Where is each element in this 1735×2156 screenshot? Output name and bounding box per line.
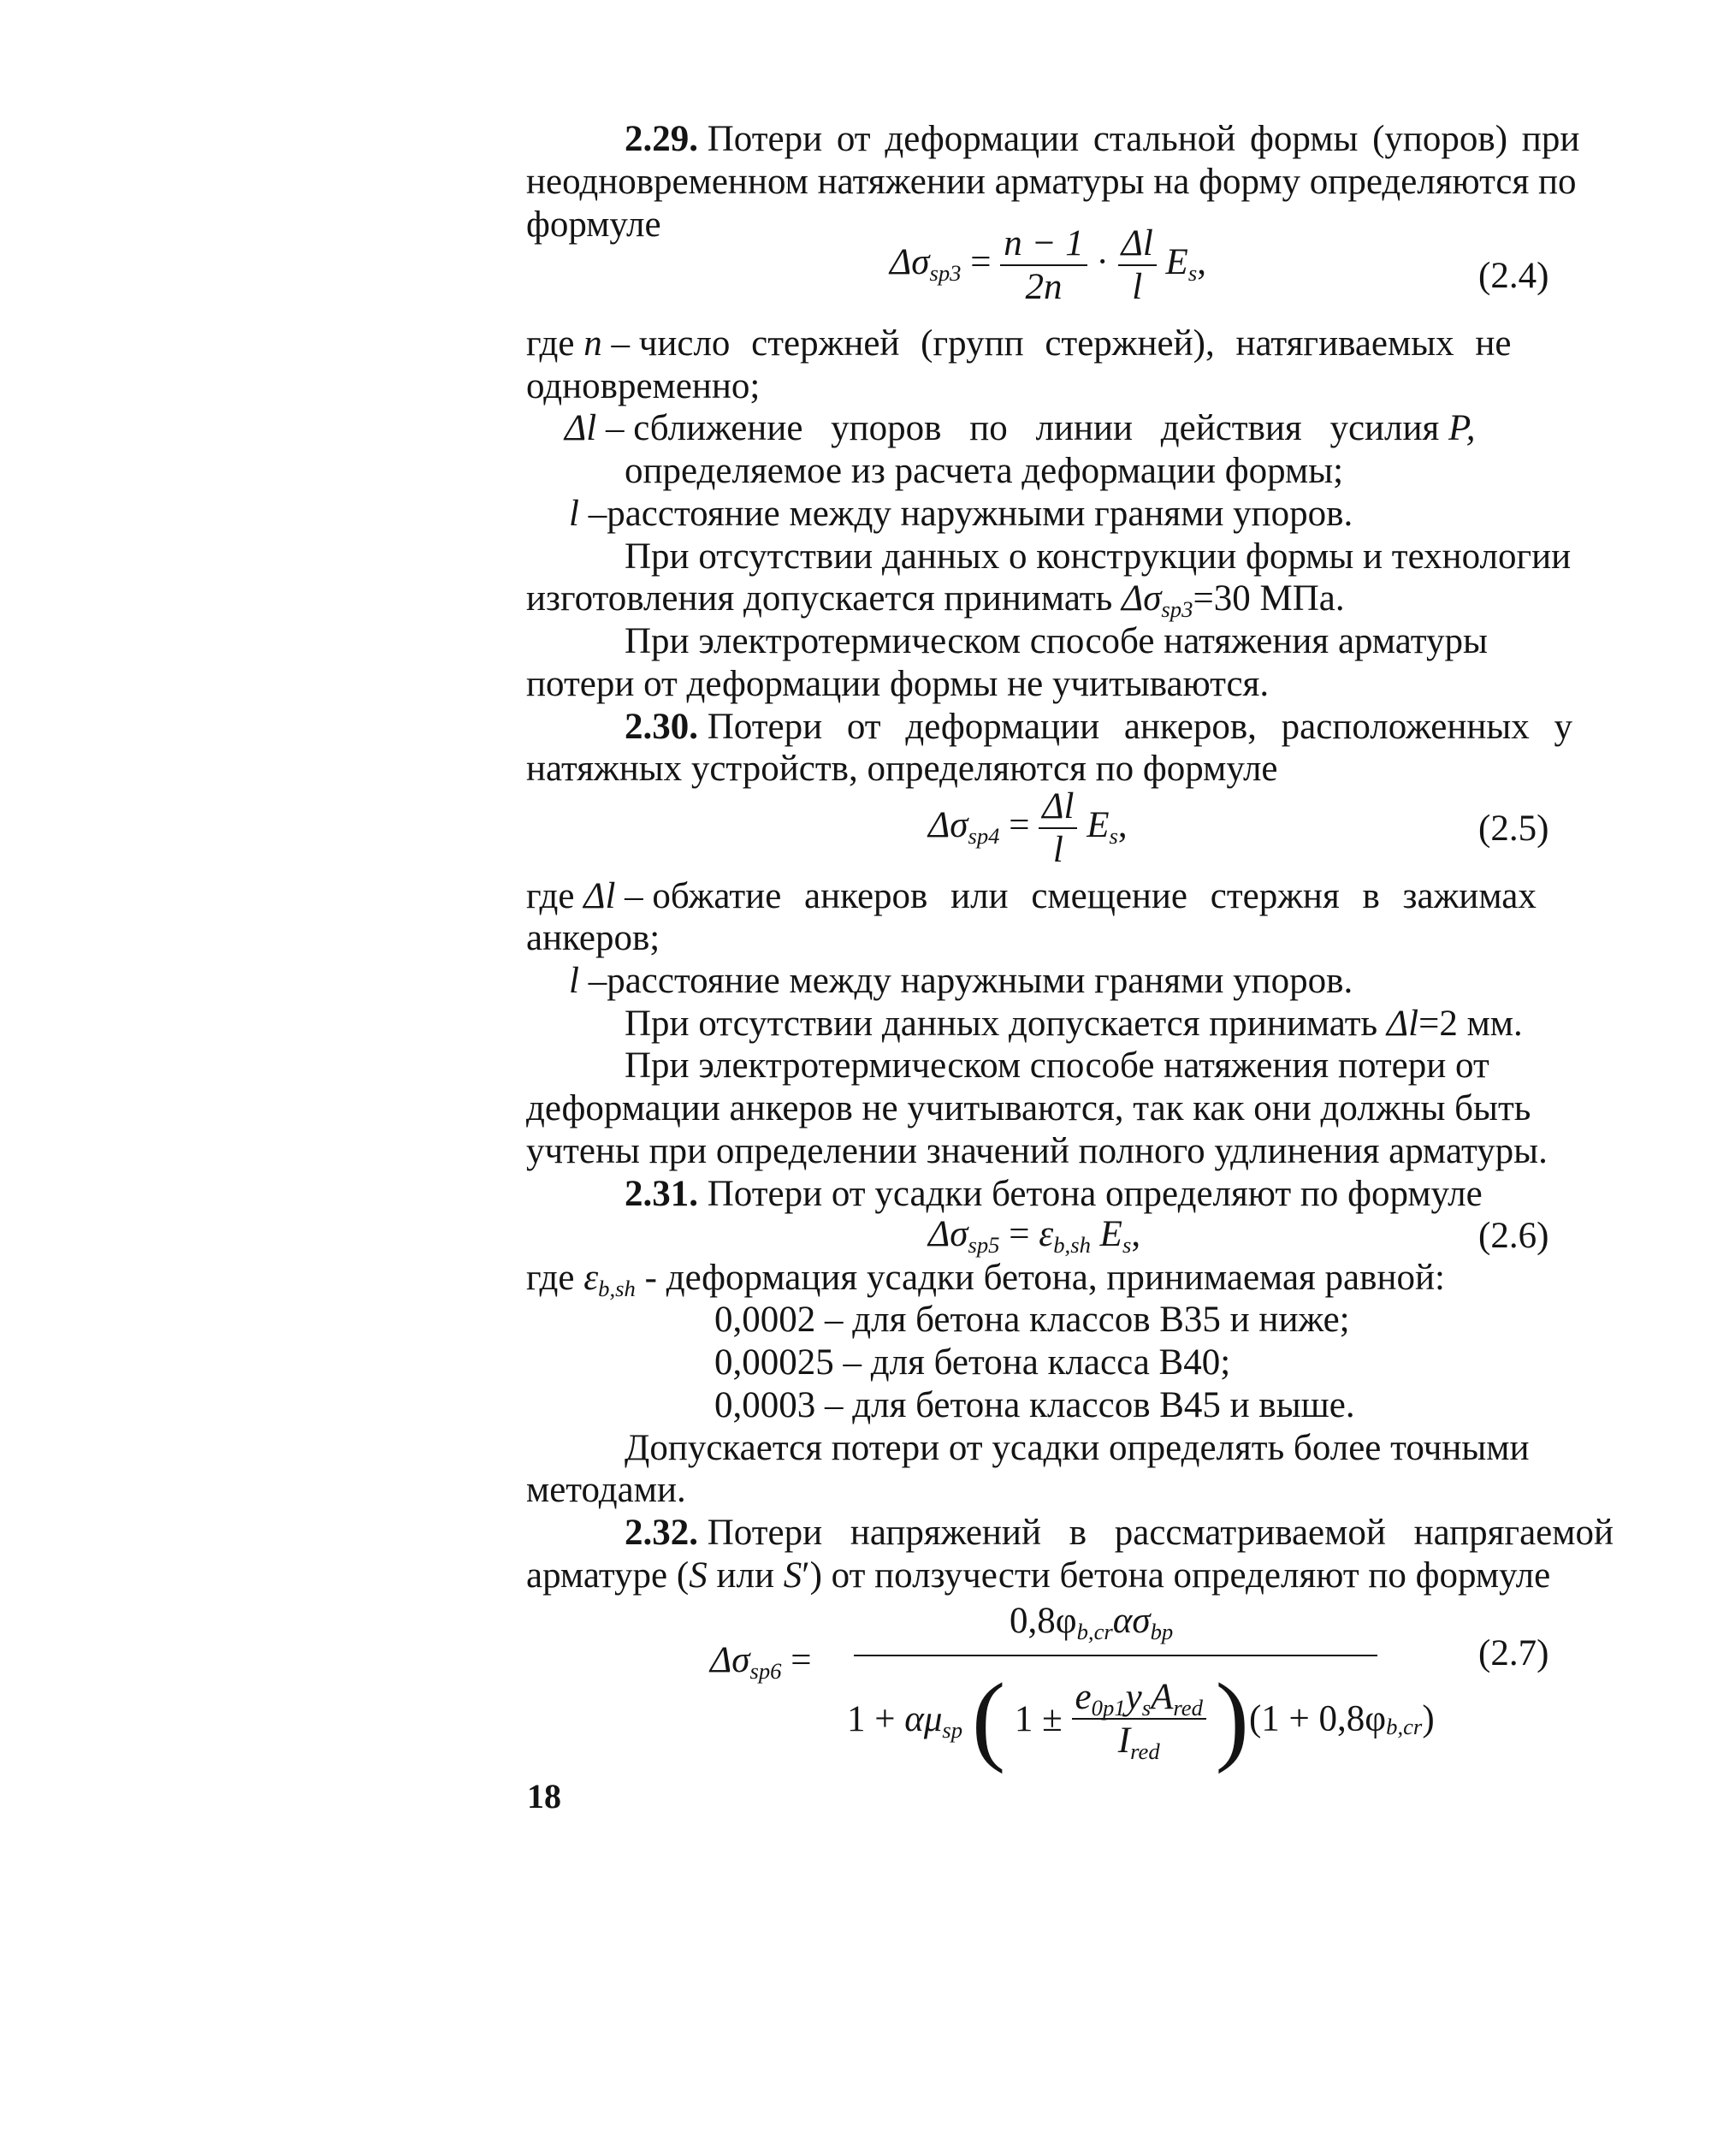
where-dl-line: [526, 875, 1537, 917]
where-word: где: [526, 1258, 575, 1298]
equation-number-2-4: (2.4): [1478, 256, 1549, 296]
formula-2-7-numerator: [1010, 1600, 1173, 1642]
line2b: или: [707, 1555, 784, 1596]
para-231-line1: [625, 1173, 1483, 1215]
para-230-p2-line1: При электротермическом способе натяжения потери от: [625, 1045, 1489, 1086]
where-dl-text: обжатие анкеров или смещение стержня в зажимах: [652, 876, 1537, 916]
para-229-p1-line2: [526, 578, 1345, 622]
symbol-delta-l: Δl: [583, 876, 616, 916]
para-229-text1: Потери от деформации стальной формы (упоров) при: [707, 119, 1580, 159]
symbol-eps: ε: [583, 1258, 599, 1298]
where-eps-line: [526, 1257, 1445, 1299]
formula-2-6-eps-sub: b,sh: [1053, 1231, 1091, 1258]
dl-def-line2: определяемое из расчета деформации формы;: [625, 451, 1344, 491]
dash: –: [588, 961, 607, 1001]
p1a: При отсутствии данных допускается принимать: [625, 1004, 1378, 1044]
formula-2-5-lhs-sub: sp4: [968, 822, 1000, 849]
symbol-delta-l: Δl: [565, 408, 597, 448]
symbol-l: l: [569, 494, 579, 534]
formula-2-7-num-a: 0,8φ: [1010, 1601, 1077, 1641]
dl-def-line1: [565, 407, 1476, 449]
formula-2-7-num-sub2: bp: [1150, 1618, 1174, 1644]
shrinkage-item-2: 0,00025 – для бетона класса В40;: [714, 1342, 1231, 1383]
formula-2-6: $\Delta\sigma_{sp5} = \varepsilon_{b,sh}$ $E_s$,: [928, 1214, 1141, 1258]
where-dl-cont: анкеров;: [526, 918, 660, 958]
l-def-text: расстояние между наружными гранями упоров.: [607, 494, 1353, 534]
para-230-p2-line3: учтены при определении значений полного удлинения арматуры.: [526, 1131, 1548, 1171]
formula-2-6-es: E: [1099, 1214, 1122, 1254]
formula-2-4: $\Delta\sigma_{sp3}$ = $\frac{n - 1}{2n}$ · $\frac{\Delta l}{l}$ $E_s$,: [890, 223, 1206, 307]
para-229-p2-line1: При электротермическом способе натяжения арматуры: [625, 621, 1488, 661]
shrinkage-item-3: 0,0003 – для бетона классов В45 и выше.: [714, 1385, 1355, 1425]
formula-2-5-es: E: [1087, 804, 1110, 845]
where-eps-text: - деформация усадки бетона, принимаемая равной:: [644, 1258, 1445, 1298]
formula-2-5-frac: [1039, 785, 1077, 871]
where-n-line: [526, 323, 1587, 364]
equation-number-2-7: (2.7): [1478, 1633, 1549, 1673]
formula-2-7-denominator: $1 + \alpha\mu_{sp}$ ( 1 ± $\frac{e_{0p1}y_sA_{red}}{I_{red}}$ )$(1 + 0,8\varphi_{b,cr})$: [847, 1662, 1435, 1774]
equation-number-2-6: (2.6): [1478, 1216, 1549, 1256]
formula-2-4-num1: n − 1: [1000, 222, 1087, 266]
section-number-230: 2.30.: [625, 707, 698, 747]
where-n-text: число стержней (групп стержней), натягиваемых не: [638, 323, 1512, 364]
para-231-text1: Потери от усадки бетона определяют по формуле: [707, 1174, 1483, 1214]
formula-2-4-frac2: [1118, 222, 1157, 308]
para-229-line1: [625, 118, 1587, 160]
formula-2-7-num-sub1: b,cr: [1076, 1618, 1113, 1644]
symbol-s-prime: S: [783, 1555, 802, 1596]
symbol-l: l: [569, 961, 579, 1001]
para-229-p2-line2: потери от деформации формы не учитываются.: [526, 664, 1270, 704]
para-232-line2: [526, 1555, 1550, 1596]
formula-2-5: $\Delta\sigma_{sp4}$ = $\frac{\Delta l}{l}$ $E_s$,: [928, 786, 1128, 870]
para-231-p1-line1: Допускается потери от усадки определять более точными: [625, 1428, 1530, 1468]
inner-den-i: I: [1117, 1721, 1131, 1761]
section-number-231: 2.31.: [625, 1174, 698, 1214]
symbol-sub-sp3: sp3: [1161, 595, 1193, 622]
dash: –: [588, 494, 607, 534]
para-229-line3: формуле: [526, 204, 661, 245]
inner-num-e: e: [1075, 1677, 1092, 1717]
formula-2-4-den1: 2n: [1025, 267, 1063, 307]
where-word: где: [526, 876, 575, 916]
formula-2-4-num2: Δl: [1118, 222, 1157, 266]
formula-2-6-lhs: Δσ: [928, 1214, 968, 1254]
p1-value: =30 МПа.: [1193, 578, 1345, 619]
p1b: =2 мм.: [1418, 1004, 1523, 1044]
formula-2-4-lhs: Δσ: [890, 241, 930, 282]
l-def-text: расстояние между наружными гранями упоров.: [607, 961, 1353, 1001]
page-number: 18: [527, 1777, 561, 1815]
para-230-text1: Потери от деформации анкеров, расположенных у: [707, 707, 1573, 747]
symbol-delta-sigma: Δσ: [1121, 578, 1162, 619]
para-229-line2: неодновременном натяжении арматуры на форму определяются по: [526, 162, 1577, 202]
section-number-229: 2.29.: [625, 119, 698, 159]
formula-2-7-den-sub: sp: [942, 1716, 963, 1743]
formula-2-4-den2: l: [1132, 267, 1143, 307]
formula-2-7-fraction-bar: [854, 1655, 1377, 1656]
para-230-p2-line2: деформации анкеров не учитываются, так как они должны быть: [526, 1088, 1531, 1128]
formula-2-5-lhs: Δσ: [928, 804, 968, 845]
para-230-line1: [625, 706, 1572, 748]
formula-2-7-lhs-sub: sp6: [749, 1657, 782, 1684]
formula-2-4-lhs-sub: sp3: [929, 259, 962, 286]
line2c: ′) от ползучести бетона определяют по формуле: [802, 1555, 1551, 1596]
dash: –: [611, 323, 630, 364]
formula-2-7-den-tail: 1 + 0,8φ: [1261, 1698, 1387, 1739]
p1-text: изготовления допускается принимать: [526, 578, 1113, 619]
formula-2-7-lhs: Δσ: [710, 1640, 750, 1680]
dash: –: [625, 876, 643, 916]
formula-2-7-den-tail-sub: b,cr: [1386, 1713, 1423, 1739]
shrinkage-item-1: 0,0002 – для бетона классов В35 и ниже;: [714, 1300, 1350, 1340]
formula-2-7-num-b: ασ: [1112, 1601, 1151, 1641]
l-def-line: [569, 493, 1353, 535]
symbol-p: P,: [1448, 408, 1476, 448]
dash: –: [605, 408, 625, 448]
para-231-p1-line2: методами.: [526, 1470, 686, 1510]
formula-2-6-eps: ε: [1039, 1214, 1054, 1254]
dl-def-text: сближение упоров по линии действия усилия: [633, 408, 1440, 448]
para-229-p1-line1: При отсутствии данных о конструкции формы и технологии: [625, 536, 1572, 577]
l-def-line-230: [569, 960, 1353, 1002]
section-number-232: 2.32.: [625, 1513, 698, 1553]
symbol-n: n: [583, 323, 602, 364]
equation-number-2-5: (2.5): [1478, 808, 1549, 849]
document-page: 2.29. Потери от деформации стальной формы (упоров) при неодновременном натяжении арматуры на форму определяются по формуле $\Delta\sigma_{sp3}$ = $\frac{n - 1}{2n}$ · $\frac{\Delta l}{l}$ $E_s$, (2.4) где n – число стержней (групп стержней), натягиваемых не одновременно; Δl – сближение упоров по линии действия усилия P, определяемое из расчета деформации формы; l –расстояние между наружными гранями упоров. При отсутствии данных о конструкции формы и технологии изготовления допускается принимать $\Delta\sigma_{sp3}=30$ МПа. При электротермическом способе натяжения арматуры потери от деформации формы не учитываются. 2.30. Потери от деформации анкеров, расположенных у натяжных устройств, определяются по формуле $\Delta\sigma_{sp4}$ = $\frac{\Delta l}{l}$ $E_s$, (2.5) где Δl – обжатие анкеров или смещение стержня в зажимах анкеров; l –расстояние между наружными гранями упоров. При отсутствии данных допускается принимать Δl=2 мм. При электротермическом способе натяжения потери от деформации анкеров не учитываются, так как они должны быть учтены при определении значений полного удлинения арматуры. 2.31. Потери от усадки бетона определяют по формуле $\Delta\sigma_{sp5} = \varepsilon_{b,sh}$ $E_s$, (2.6) где $\varepsilon_{b,sh}$ - деформация усадки бетона, принимаемая равной: 0,0002 – для бетона классов В35 и ниже; 0,00025 – для бетона класса В40; 0,0003 – для бетона классов В45 и выше. Допускается потери от усадки определять более точными методами. 2.32. Потери напряжений в рассматриваемой напрягаемой арматуре (S или S′) от ползучести бетона определяют по формуле $\Delta\sigma_{sp6}$ = $0,8\varphi_{b,cr}\alpha\sigma_{bp}$ $1 + \alpha\mu_{sp}$ ( 1 ± $\frac{e_{0p1}y_sA_{red}}{I_{red}}$ )$(1 + 0,8\varphi_{b,cr})$ (2.7) 18: [526, 119, 1614, 1815]
para-232-line1: [625, 1512, 1614, 1554]
inner-num-y: y: [1125, 1677, 1142, 1717]
formula-2-6-lhs-sub: sp5: [968, 1231, 1000, 1258]
where-n-cont: одновременно;: [526, 366, 761, 406]
para-232-text1: Потери напряжений в рассматриваемой напрягаемой: [707, 1513, 1614, 1553]
para-230-p1: [625, 1003, 1523, 1045]
formula-2-4-frac1: [1000, 222, 1087, 308]
para-230-line2: натяжных устройств, определяются по формуле: [526, 749, 1278, 789]
symbol-delta-l: Δl: [1386, 1004, 1419, 1044]
formula-2-4-es: E: [1165, 241, 1188, 282]
formula-2-7-inner-frac: $\frac{e_{0p1}y_sA_{red}}{I_{red}}$: [1072, 1676, 1206, 1762]
inner-num-a: A: [1151, 1677, 1174, 1717]
symbol-eps-sub: b,sh: [598, 1275, 636, 1301]
formula-2-5-num: Δl: [1039, 785, 1077, 829]
symbol-s: S: [689, 1555, 708, 1596]
where-word: где: [526, 323, 575, 364]
line2a: арматуре (: [526, 1555, 690, 1596]
formula-2-5-den: l: [1052, 830, 1063, 870]
